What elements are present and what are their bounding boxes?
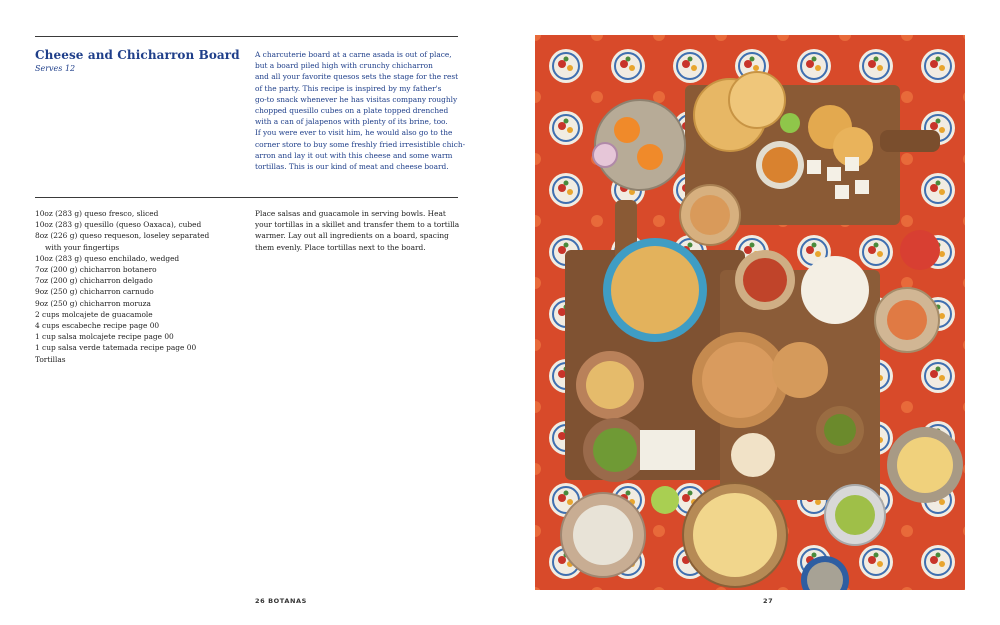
napkin [900,230,940,270]
tortilla-warmer [731,433,775,477]
instruction-line: your tortillas in a skillet and transfer them to a tortilla [255,220,460,230]
ingredient-item: 10oz (283 g) queso enchilado, wedged [35,253,180,263]
top-rule [35,36,458,37]
orange-slice [614,117,640,143]
chicharron-pile [772,342,828,398]
instruction-line: warmer. Lay out all ingredients on a board, spacing [255,231,449,241]
ingredient-item: 8oz (226 g) queso requeson, loseley separated [35,231,210,241]
chicharron [690,195,730,235]
recipe-instructions [255,208,465,253]
glass [593,143,617,167]
chicharron [702,342,778,418]
ingredient-item: Tortillas [35,354,66,364]
escabeche [887,300,927,340]
intro-line: and all your favorite quesos sets the stage for the rest [255,72,459,82]
requeson [573,505,633,565]
potato-chips [693,493,777,577]
ingredient-item: 1 cup salsa verde tatemada recipe page 00 [35,343,197,353]
intro-line: arron and lay it out with this cheese and some warm [255,150,453,160]
ingredient-item: 4 cups escabeche recipe page 00 [35,321,160,331]
folio-right: 27 [763,597,774,605]
ingredient-item: 10oz (283 g) quesillo (queso Oaxaca), cubed [35,220,202,230]
intro-line: A charcuterie board at a carne asada is out of place, [255,50,452,59]
serves-label: Serves 12 [35,64,76,73]
ingredient-item: 10oz (283 g) queso fresco, sliced [35,209,159,218]
orange-slice [637,144,663,170]
intro-line: chopped quesillo cubes on a plate topped drenched [255,106,449,116]
right-page [500,0,1000,625]
intro-line: If you were ever to visit him, he would also go to the [255,128,453,138]
ingredient-item: 9oz (250 g) chicharron carnudo [35,287,154,297]
lime-wedge [780,113,800,133]
salsa-roja [743,258,787,302]
folio-left: 26 BOTANAS [255,597,307,605]
avocado-slices [835,495,875,535]
chips [897,437,953,493]
recipe-title: Cheese and Chicharron Board [35,48,240,62]
lime [651,486,679,514]
ingredient-item: 7oz (200 g) chicharron delgado [35,276,153,286]
cheese-cube [827,167,841,181]
ingredient-list [35,208,245,365]
tortilla [729,72,785,128]
section-rule [35,197,458,198]
guacamole [593,428,637,472]
cheese-pile [801,256,869,324]
tortilla-chips [611,246,699,334]
ingredient-item: 1 cup salsa molcajete recipe page 00 [35,332,174,342]
intro-line: but a board piled high with crunchy chicharron [255,61,433,71]
instruction-line: Place salsas and guacamole in serving bowls. Heat [255,209,446,218]
cheese-cube [807,160,821,174]
chips [586,361,634,409]
cheese-cube [845,157,859,171]
intro-line: corner store to buy some freshly fried irresistible chich- [255,139,466,149]
ingredient-item: with your fingertips [45,242,120,252]
intro-line: tortillas. This is our kind of meat and cheese board. [255,162,449,172]
recipe-intro [255,49,465,172]
intro-line: of the party. This recipe is inspired by my father's [255,83,442,93]
food-photo-illustration [535,35,965,590]
ingredient-item: 9oz (250 g) chicharron moruza [35,298,151,308]
salsa-verde [824,414,856,446]
ingredient-item: 2 cups molcajete de guacamole [35,309,153,319]
escabeche [762,147,798,183]
cheese-cube [855,180,869,194]
instruction-line: them evenly. Place tortillas next to the board. [255,242,426,252]
ingredient-item: 7oz (200 g) chicharron botanero [35,265,157,275]
intro-line: with a can of jalapenos with plenty of its brine, too. [255,117,448,127]
queso-fresco [640,430,695,470]
food-photo [535,35,965,590]
cheese-cube [835,185,849,199]
board-handle [880,130,940,152]
intro-line: go-to snack whenever he has visitas company roughly [255,94,458,104]
